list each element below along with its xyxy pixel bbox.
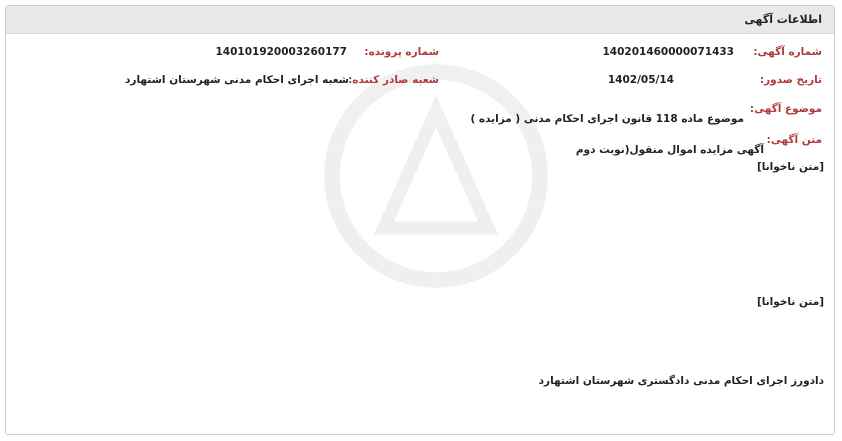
signature-line: دادورز اجرای احکام مدنی دادگستری شهرستان اشتهارد xyxy=(538,375,824,387)
subject-label: موضوع آگهی: xyxy=(749,103,822,115)
case-number-label: شماره پرونده: xyxy=(364,46,439,58)
panel-header xyxy=(6,6,834,34)
issue-date-label: تاریخ صدور: xyxy=(759,74,822,86)
ad-number-value: 140201460000071433 xyxy=(602,46,734,58)
issue-date-value: 1402/05/14 xyxy=(607,74,674,86)
ad-number-label: شماره آگهی: xyxy=(753,46,822,58)
subject-value: موضوع ماده 118 قانون اجرای احکام مدنی ( مزایده ) xyxy=(470,113,744,125)
case-number-value: 140101920003260177 xyxy=(215,46,347,58)
ad-info-panel xyxy=(5,5,835,435)
ad-text-value: آگهی مزایده اموال منقول(نوبت دوم xyxy=(575,144,764,156)
issuing-branch-label: شعبه صادر کننده: xyxy=(348,74,439,86)
auction-paragraph: [متن ناخوانا] xyxy=(756,161,824,173)
ad-text-label: متن آگهی: xyxy=(766,134,822,146)
issuing-branch-value: شعبه اجرای احکام مدنی شهرستان اشتهارد xyxy=(125,74,349,86)
panel-title: اطلاعات آگهی xyxy=(744,13,822,26)
expert-opinion-paragraph: [متن ناخوانا] xyxy=(756,296,824,308)
